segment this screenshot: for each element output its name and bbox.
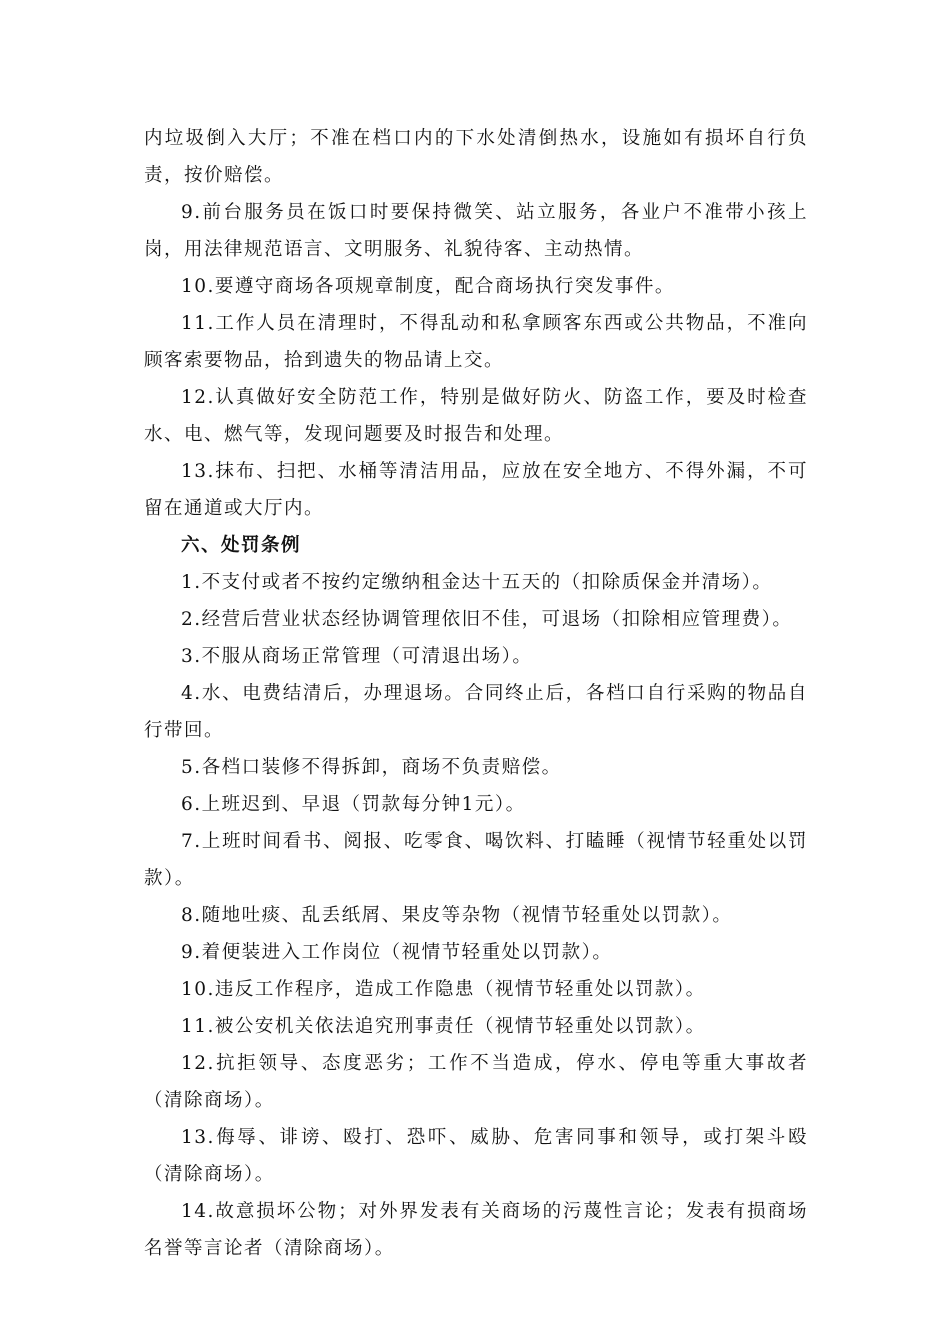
penalty-item-5: 5.各档口装修不得拆卸，商场不负责赔偿。 — [181, 757, 562, 778]
penalty-item-7: 7.上班时间看书、阅报、吃零食、喝饮料、打瞌睡（视情节轻重处以罚款）。 — [144, 831, 808, 889]
penalty-item-14: 14.故意损坏公物；对外界发表有关商场的污蔑性言论；发表有损商场名誉等言论者（清除商场）。 — [144, 1201, 808, 1259]
penalty-item-8: 8.随地吐痰、乱丢纸屑、果皮等杂物（视情节轻重处以罚款）。 — [181, 905, 733, 926]
penalty-item-2: 2.经营后营业状态经协调管理依旧不佳，可退场（扣除相应管理费）。 — [181, 609, 793, 630]
rule-item-11: 11.工作人员在清理时，不得乱动和私拿顾客东西或公共物品，不准向顾客索要物品，拾到遗失的物品请上交。 — [144, 313, 808, 371]
section-heading-penalties: 六、处罚条例 — [181, 535, 302, 556]
penalty-item-1: 1.不支付或者不按约定缴纳租金达十五天的（扣除质保金并清场）。 — [181, 572, 773, 593]
penalty-item-12: 12.抗拒领导、态度恶劣；工作不当造成，停水、停电等重大事故者（清除商场）。 — [144, 1053, 808, 1111]
paragraph-continued: 内垃圾倒入大厅；不准在档口内的下水处清倒热水，设施如有损坏自行负责，按价赔偿。 — [144, 128, 808, 186]
penalty-item-4: 4.水、电费结清后，办理退场。合同终止后，各档口自行采购的物品自行带回。 — [144, 683, 808, 741]
penalty-item-10: 10.违反工作程序，造成工作隐患（视情节轻重处以罚款）。 — [181, 979, 706, 1000]
penalty-item-6: 6.上班迟到、早退（罚款每分钟1元）。 — [181, 794, 526, 815]
penalty-item-11: 11.被公安机关依法追究刑事责任（视情节轻重处以罚款）。 — [181, 1016, 706, 1037]
rule-item-12: 12.认真做好安全防范工作，特别是做好防火、防盗工作，要及时检查水、电、燃气等，发现问题要及时报告和处理。 — [144, 387, 808, 445]
rule-item-13: 13.抹布、扫把、水桶等清洁用品，应放在安全地方、不得外漏，不可留在通道或大厅内。 — [144, 461, 808, 519]
rule-item-9: 9.前台服务员在饭口时要保持微笑、站立服务，各业户不准带小孩上岗，用法律规范语言、文明服务、礼貌待客、主动热情。 — [144, 202, 808, 260]
document-body — [144, 120, 808, 1267]
penalty-item-3: 3.不服从商场正常管理（可清退出场）。 — [181, 646, 533, 667]
penalty-item-13: 13.侮辱、诽谤、殴打、恐吓、威胁、危害同事和领导，或打架斗殴（清除商场）。 — [144, 1127, 808, 1185]
penalty-item-9: 9.着便装进入工作岗位（视情节轻重处以罚款）。 — [181, 942, 613, 963]
rule-item-10: 10.要遵守商场各项规章制度，配合商场执行突发事件。 — [181, 276, 675, 297]
